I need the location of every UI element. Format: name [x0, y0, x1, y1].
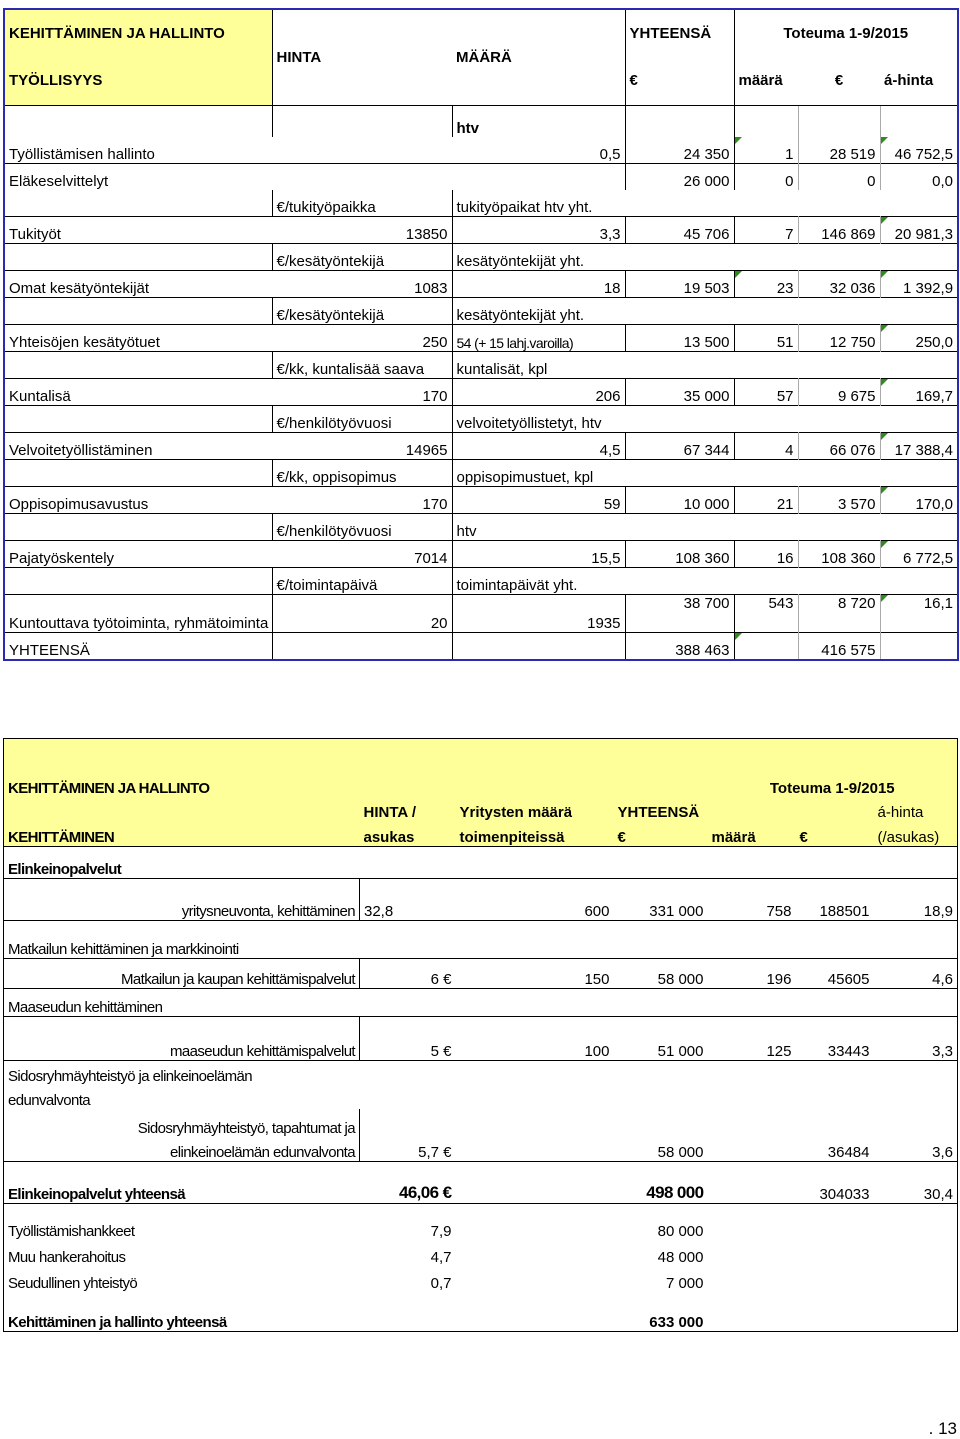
- table-row: Eläkeselvittelyt 26 000 0 0 0,0: [4, 164, 958, 191]
- header-toteuma: Toteuma 1-9/2015: [734, 9, 958, 57]
- htv-label: htv: [452, 105, 625, 137]
- header-title-1: KEHITTÄMINEN JA HALLINTO: [4, 773, 360, 797]
- table-row: Seudullinen yhteistyö 0,7 7 000: [8, 1274, 704, 1292]
- header-euro-2: €: [796, 821, 874, 847]
- table-row: Työllistämishankkeet 7,9 80 000: [8, 1222, 704, 1240]
- header-title-2: KEHITTÄMINEN: [4, 821, 360, 847]
- total-row: Kehittäminen ja hallinto yhteensä 633 000: [8, 1314, 704, 1331]
- header-yritysten-2: toimenpiteissä: [456, 821, 614, 847]
- section-row: Maaseudun kehittäminen: [4, 989, 958, 1017]
- header-yritysten-1: Yritysten määrä: [456, 797, 614, 821]
- sub-label-row: €/kesätyöntekijä kesätyöntekijät yht.: [4, 244, 958, 271]
- sub-label-row: €/toimintapäivä toimintapäivät yht.: [4, 568, 958, 595]
- table-row: Omat kesätyöntekijät 1083 18 19 503 23 32 036 1 392,9: [4, 271, 958, 298]
- header-toteuma: Toteuma 1-9/2015: [708, 773, 958, 797]
- table-row: yritysneuvonta, kehittäminen 32,8 600 331 000 758 188501 18,9: [4, 879, 958, 921]
- table-row: Matkailun ja kaupan kehittämispalvelut 6 € 150 58 000 196 45605 4,6: [4, 959, 958, 989]
- total-row: YHTEENSÄ 388 463 416 575: [4, 633, 958, 661]
- header-a-hinta: á-hinta: [880, 57, 958, 105]
- table-row: Yhteisöjen kesätyötuet 250 54 (+ 15 lahj.varoilla) 13 500 51 12 750 250,0: [4, 325, 958, 352]
- header-yhteensa: YHTEENSÄ: [625, 9, 734, 57]
- header-yhteensa: YHTEENSÄ: [614, 797, 708, 821]
- table-row: maaseudun kehittämispalvelut 5 € 100 51 000 125 33443 3,3: [4, 1017, 958, 1061]
- section-row: Elinkeinopalvelut: [4, 847, 958, 879]
- header-euro-2: €: [798, 57, 880, 105]
- header-euro: €: [625, 57, 734, 105]
- table-row: Tukityöt 13850 3,3 45 706 7 146 869 20 981,3: [4, 217, 958, 244]
- sub-label-row: €/kk, oppisopimus oppisopimustuet, kpl: [4, 460, 958, 487]
- table-row: Velvoitetyöllistäminen 14965 4,5 67 344 4 66 076 17 388,4: [4, 433, 958, 460]
- section-row: edunvalvonta: [8, 1092, 91, 1109]
- sub-label-row: €/kk, kuntalisää saava kuntalisät, kpl: [4, 352, 958, 379]
- sub-label-row: €/tukityöpaikka tukityöpaikat htv yht.: [4, 190, 958, 217]
- table-row: Kuntalisä 170 206 35 000 57 9 675 169,7: [4, 379, 958, 406]
- header-euro: €: [614, 821, 708, 847]
- header-a-hinta-2: (/asukas): [874, 821, 958, 847]
- section-row: Sidosryhmäyhteistyö ja elinkeinoelämän: [8, 1068, 253, 1085]
- page-number: . 13: [928, 1419, 957, 1438]
- development-table: [3, 738, 958, 1332]
- sub-label-row: €/henkilötyövuosi velvoitetyöllistetyt, htv: [4, 406, 958, 433]
- header-maara: MÄÄRÄ: [452, 9, 625, 105]
- header-maara-2: määrä: [734, 57, 798, 105]
- table-row: elinkeinoelämän edunvalvonta 5,7 € 58 000 36484 3,6: [4, 1137, 958, 1162]
- sub-label-row: €/henkilötyövuosi htv: [4, 514, 958, 541]
- header-title-2: TYÖLLISYYS: [4, 57, 272, 105]
- table-row: Työllistämisen hallinto 0,5 24 350 1 28 519 46 752,5: [4, 137, 958, 164]
- header-a-hinta-1: á-hinta: [874, 797, 958, 821]
- subtotal-row: Elinkeinopalvelut yhteensä 46,06 € 498 000 304033 30,4: [4, 1162, 958, 1204]
- header-hinta: HINTA: [272, 9, 452, 105]
- section-row: Matkailun kehittäminen ja markkinointi: [8, 941, 239, 958]
- header-hinta-2: asukas: [360, 821, 456, 847]
- table-row: Muu hankerahoitus 4,7 48 000: [8, 1248, 704, 1266]
- header-hinta-1: HINTA /: [360, 797, 456, 821]
- table-row: Kuntouttava työtoiminta, ryhmätoiminta 20 1935 38 700 543 8 720 16,1: [4, 595, 958, 633]
- employment-table: [3, 8, 959, 661]
- table-row: Oppisopimusavustus 170 59 10 000 21 3 570 170,0: [4, 487, 958, 514]
- sub-label-row: €/kesätyöntekijä kesätyöntekijät yht.: [4, 298, 958, 325]
- header-maara: määrä: [708, 821, 796, 847]
- table-row: Pajatyöskentely 7014 15,5 108 360 16 108 360 6 772,5: [4, 541, 958, 568]
- header-title-1: KEHITTÄMINEN JA HALLINTO: [4, 9, 272, 57]
- table-row-label: Sidosryhmäyhteistyö, tapahtumat ja: [4, 1109, 958, 1137]
